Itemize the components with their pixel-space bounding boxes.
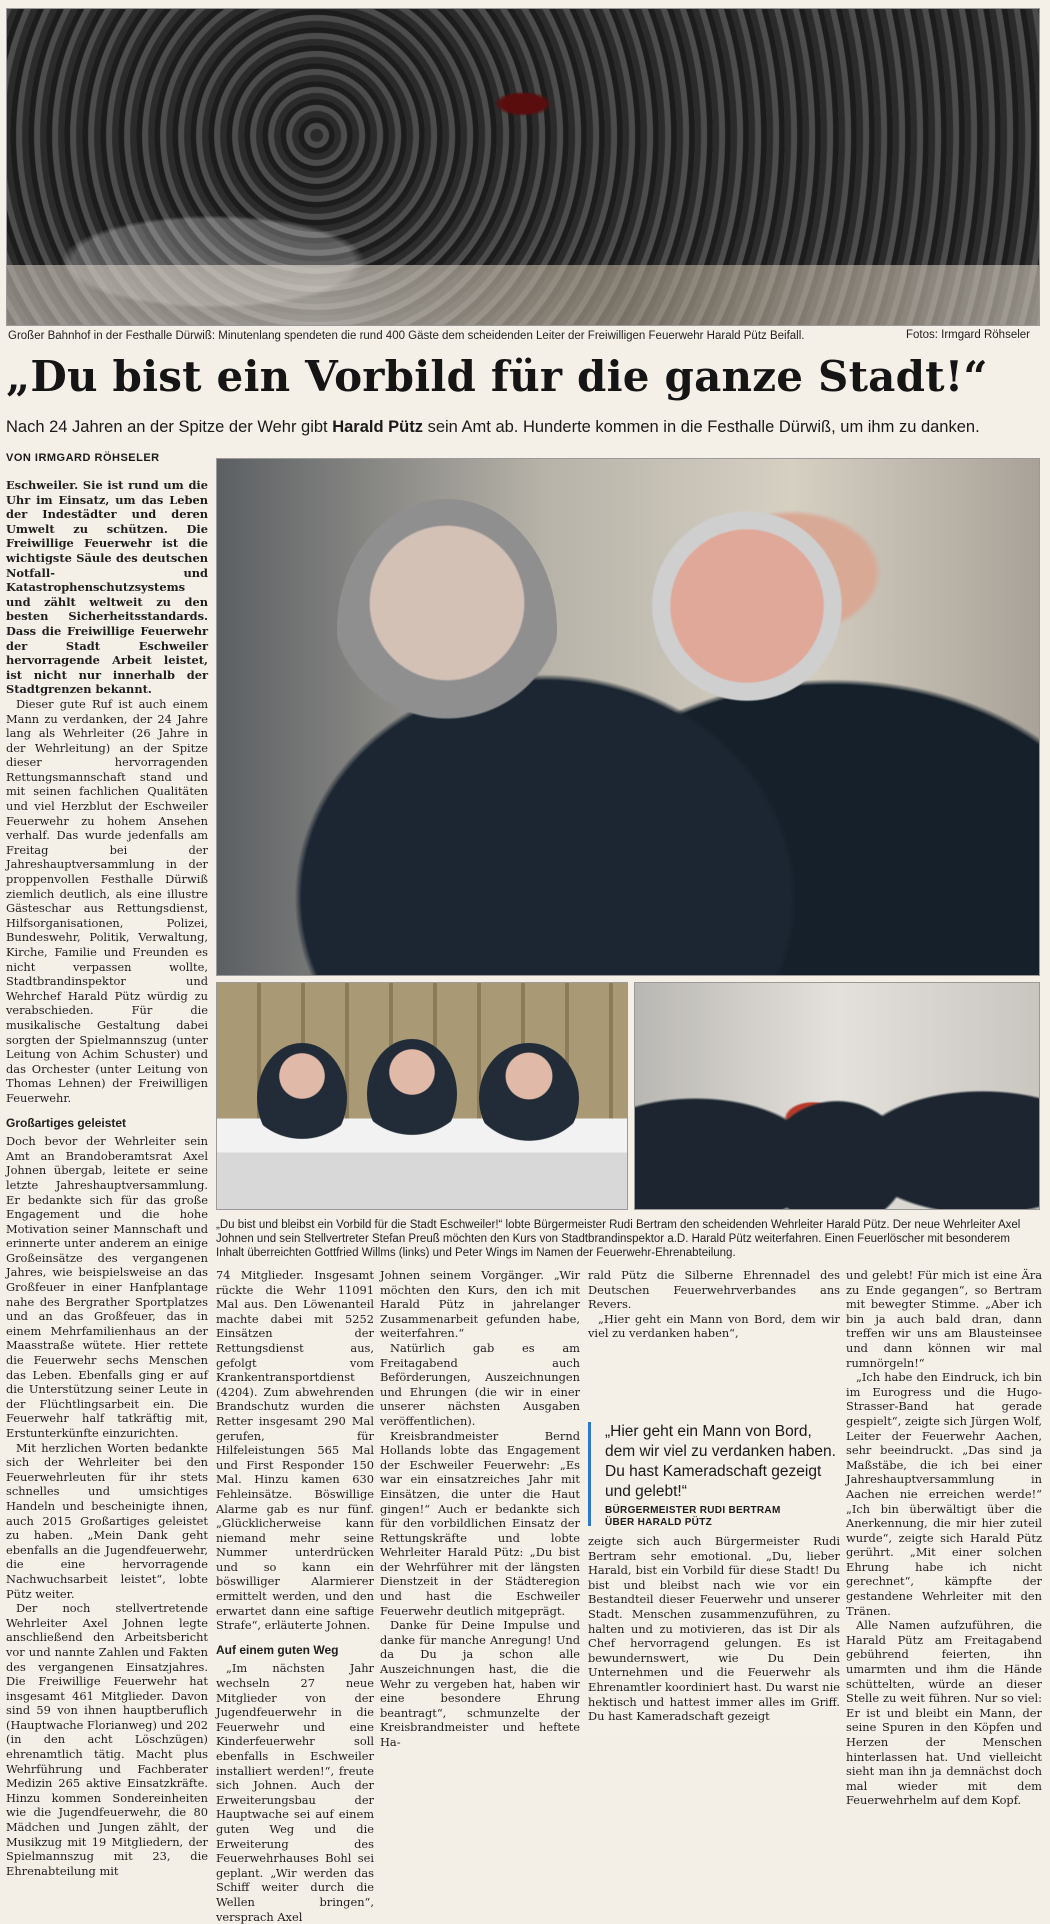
pull-quote-text: „Hier geht ein Mann von Bord, dem wir viel zu verdanken haben. Du hast Kameradschaft gezeigt und gelebt!“	[605, 1423, 836, 1500]
paragraph: 74 Mitglieder. Insgesamt rückte die Wehr 11091 Mal aus. Den Löwenanteil machte dabei mit 5252 Einsätzen der Rettungsdienst aus, gefolgt vom Krankentransportdienst (4204). Zum abwehrenden Brandschutz wurden die Retter insgesamt 290 Mal gerufen, für Hilfeleistungen 565 Mal und First Responder 150 Mal. Hinzu kamen 630 Fehleinsätze. Böswillige Alarme gab es nur fünf. „Glücklicherweise kann niemand mehr seine Nummer unterdrücken und so kann ein böswilliger Alarmierer ermittelt werden, und den erwartet dann eine saftige Strafe“, erläuterte Johnen.	[216, 1268, 374, 1633]
subheadline	[6, 418, 1046, 437]
paragraph: Johnen seinem Vorgänger. „Wir möchten den Kurs, den ich mit Harald Pütz in jahrelanger Zusammenarbeit gefunden habe, weiterfahren.“	[380, 1268, 580, 1341]
paragraph: Doch bevor der Wehrleiter sein Amt an Brandoberamtsrat Axel Johnen übergab, leitete er seine letzte Jahreshauptversammlung. Er bedankte sich für das große Engagement und die hohe Motivation seiner Mannschaft und erinnerte unter anderem an einige Großeinsätze des vergangenen Jahres, wie beispielsweise an das Großfeuer in einer Hanfplantage nahe des Bergrather Sportplatzes und an das Großfeuer, das in einem Mehrfamilienhaus an der Maasstraße wütete. Hier rettete die Feuerwehr sechs Menschen das Leben. Ebenfalls ging er auf die Unterstützung seiner Leute in der Flüchtlingsarbeit ein. Die Feuerwehr half tatkräftig mit, Erstunterkünfte einzurichten.	[6, 1134, 208, 1440]
pull-quote-source-line-1: BÜRGERMEISTER RUDI BERTRAM	[605, 1505, 781, 1516]
person-seated-2	[367, 1039, 457, 1149]
subheading: Großartiges geleistet	[6, 1115, 127, 1130]
subhead-name: Harald Pütz	[332, 418, 423, 436]
column-4-top	[588, 1268, 840, 1416]
subhead-post: sein Amt ab. Hunderte kommen in die Festhalle Dürwiß, um ihm zu danken.	[423, 418, 980, 436]
audience-applause-photo	[6, 8, 1040, 326]
paragraph: „Im nächsten Jahr wechseln 27 neue Mitglieder von der Jugendfeuerwehr in die Feuerwehr und eine Kinderfeuerwehr soll ebenfalls in Eschweiler installiert werden!“, freute sich Johnen. Auch der Erweiterungsbau der Hauptwache sei auf einem guten Weg und die Erweiterung des Feuerwehrhauses Bohl sei geplant. „Wir werden das Schiff weiter durch die Wellen bringen“, versprach Axel	[216, 1661, 374, 1924]
subheading: Auf einem guten Weg	[216, 1642, 339, 1657]
column-1	[6, 478, 208, 1878]
column-3	[380, 1268, 580, 1749]
headline: „Du bist ein Vorbild für die ganze Stadt!“	[6, 352, 988, 401]
lead-paragraph: Eschweiler. Sie ist rund um die Uhr im Einsatz, um das Leben der Indestädter und deren Umwelt zu schützen. Die Freiwillige Feuerwehr ist die wichtigste Säule des deutschen Notfall- und Katastrophenschutzsystems und zählt weltweit zu den besten Sicherheitsstandards. Dass die Freiwillige Feuerwehr der Stadt Eschweiler hervorragende Arbeit leistet, ist nicht nur innerhalb der Stadtgrenzen bekannt.	[6, 478, 208, 697]
paragraph: zeigte sich auch Bürgermeister Rudi Bertram sehr emotional. „Du, lieber Harald, bist ein Vorbild für diese Stadt! Du bist und bleibst nach wie vor ein Bestandteil dieser Feuerwehr und unserer Stadt. Menschen zusammenzuführen, zu halten und zu motivieren, das ist Dir als Chef hervorragend gelungen. Es ist bewundernswert, wie Du Dein Unternehmen und die Feuerwehr als Ehrenamtler koordiniert hast. Du warst nie hektisch und hattest immer alles im Griff. Du hast Kameradschaft gezeigt	[588, 1534, 840, 1724]
paragraph: Kreisbrandmeister Bernd Hollands lobte das Engagement der Eschweiler Feuerwehr: „Es war ein einsatzreiches Jahr mit Einsätzen, die unter die Haut gingen!“ Auch er bedankte sich für den vorbildlichen Einsatz der Rettungskräfte und lobte Wehrleiter Harald Pütz: „Du bist der Wehrführer mit der längsten Dienstzeit in der Städteregion und hast die Eschweiler Feuerwehr deutlich mitgeprägt.	[380, 1428, 580, 1618]
paragraph: „Ich habe den Eindruck, ich bin im Eurogress und die Hugo-Strasser-Band hat gerade gespielt“, zeigte sich Jürgen Wolf, Leiter der Feuerwehr Aachen, sehr beeindruckt. „Das sind ja Maßstäbe, die ich bei einer Jahreshauptversammlung in Aachen nie erreichen werde!“ „Ich bin überwältigt über die Anerkennung, die mir hier zuteil wurde“, zeigte sich Harald Pütz gerührt. „Mit einer solchen Ehrung habe ich nicht gerechnet“, kämpfte der gestandene Wehrleiter mit den Tränen.	[846, 1370, 1042, 1618]
photo-credit: Fotos: Irmgard Röhseler	[906, 329, 1030, 341]
person-left	[337, 499, 557, 759]
person-right	[637, 489, 857, 749]
top-photo-caption: Großer Bahnhof in der Festhalle Dürwiß: Minutenlang spendeten die rund 400 Gäste dem scheidenden Leiter der Freiwilligen Feuerwehr Harald Pütz Beifall.	[8, 330, 805, 342]
paragraph: Alle Namen aufzuführen, die Harald Pütz am Freitagabend gebührend feierten, ihn umarmten und ihm die Hände schüttelten, würde an dieser Stelle zu weit führen. Nur so viel: Er ist und bleibt ein Mann, der seine Spuren in den Köpfen und Herzen der Menschen hinterlassen hat. Und vielleicht sieht man ihn ja demnächst doch mal wieder mit dem Feuerwehrhelm auf dem Kopf.	[846, 1618, 1042, 1808]
paragraph: Natürlich gab es am Freitagabend auch Beförderungen, Auszeichnungen und Ehrungen (die wir in einer unserer nächsten Ausgaben veröffentlichen).	[380, 1340, 580, 1428]
paragraph: „Hier geht ein Mann von Bord, dem wir viel zu verdanken haben“,	[588, 1311, 840, 1341]
byline: VON IRMGARD RÖHSELER	[6, 452, 160, 464]
paragraph: Mit herzlichen Worten bedankte sich der Wehrleiter bei den Feuerwehrleuten für ihr stets schnelles und umsichtiges Handeln und bescheinigte ihnen, auch 2015 Großartiges geleistet zu haben. „Mein Dank geht ebenfalls an die Jugendfeuerwehr, die eine hervorragende Nachwuchsarbeit leistet“, lobte Pütz weiter.	[6, 1440, 208, 1601]
paragraph: rald Pütz die Silberne Ehrennadel des Deutschen Feuerwehrverbandes ans Revers.	[588, 1268, 840, 1312]
photo-tables	[7, 265, 1039, 325]
person-seated-3	[479, 1043, 579, 1153]
person-seated-1	[257, 1043, 347, 1153]
extinguisher-photo	[634, 982, 1040, 1210]
paragraph: Dieser gute Ruf ist auch einem Mann zu verdanken, der 24 Jahre lang als Wehrleiter (26 Jahre in der Wehrleitung) an der Spitze dieser hervorragenden Rettungsmannschaft stand und mit seinen fachlichen Qualitäten und viel Herzblut der Eschweiler Feuerwehr zu hohem Ansehen verhalf. Das wurde jedenfalls am Freitag bei der Jahreshauptversammlung in der proppenvollen Festhalle Dürwiß ziemlich deutlich, als eine illustre Gästeschar aus Rettungsdienst, Hilfsorganisationen, Polizei, Bundeswehr, Politik, Verwaltung, Kirche, Familie und Freunden es nicht verpassen wollte, Stadtbrandinspektor und Wehrchef Harald Pütz würdig zu verabschieden. Für die musikalische Gestaltung dabei sorgten der Spielmannszug (unter Leitung von Achim Schuster) und das Orchester (unter Leitung von Thomas Lehnen) der Freiwilligen Feuerwehr.	[6, 696, 208, 1105]
paragraph: und gelebt! Für mich ist eine Ära zu Ende gegangen“, so Bertram mit bewegter Stimme. „Aber ich bin ja auch bald dran, dann treffen wir uns am Blausteinsee und dann können wir mal rumnörgeln!“	[846, 1268, 1042, 1370]
paragraph: Danke für Deine Impulse und danke für manche Anregung! Und da Du ja schon alle Auszeichnungen hast, die die Wehr zu vergeben hat, haben wir eine besondere Ehrung beantragt“, schmunzelte der Kreisbrandmeister und heftete Ha-	[380, 1618, 580, 1749]
column-2	[216, 1268, 374, 1924]
embrace-photo	[216, 458, 1040, 976]
paragraph: Der noch stellvertretende Wehrleiter Axel Johnen legte anschließend den Arbeitsbericht vor und nannte Zahlen und Fakten des vergangenen Einsatzjahres. Die Freiwillige Feuerwehr hat insgesamt 461 Mitglieder. Davon sind 59 von ihnen hauptberuflich (Hauptwache Florianweg) und 202 (in den acht Löschzügen) ehrenamtlich tätig. Macht plus Wehrführung und Fachberater Medizin 265 aktive Einsatzkräfte. Hinzu kommen Sondereinheiten wie die Jugendfeuerwehr, die 80 Mädchen und Jungen zählt, der Musikzug mit 19 Mitgliedern, der Spielmannszug mit 23, die Ehrenabteilung mit	[6, 1601, 208, 1878]
column-4-bottom	[588, 1534, 840, 1736]
panel-photo	[216, 982, 628, 1210]
column-5	[846, 1268, 1042, 1808]
pull-quote	[588, 1422, 840, 1526]
bottom-photo-caption: „Du bist und bleibst ein Vorbild für die Stadt Eschweiler!“ lobte Bürgermeister Rudi Bertram den scheidenden Wehrleiter Harald Pütz. Der neue Wehrleiter Axel Johnen und sein Stellvertreter Stefan Preuß möchten den Kurs von Stadtbrandinspektor a.D. Harald Pütz weiterfahren. Einen Feuerlöscher mit besonderem Inhalt überreichten Gottfried Willms (links) und Peter Wings im Namen der Feuerwehr-Ehrenabteilung.	[216, 1219, 1021, 1260]
pull-quote-source	[605, 1505, 840, 1529]
subhead-pre: Nach 24 Jahren an der Spitze der Wehr gibt	[6, 418, 333, 436]
pull-quote-source-line-2: ÜBER HARALD PÜTZ	[605, 1517, 713, 1528]
